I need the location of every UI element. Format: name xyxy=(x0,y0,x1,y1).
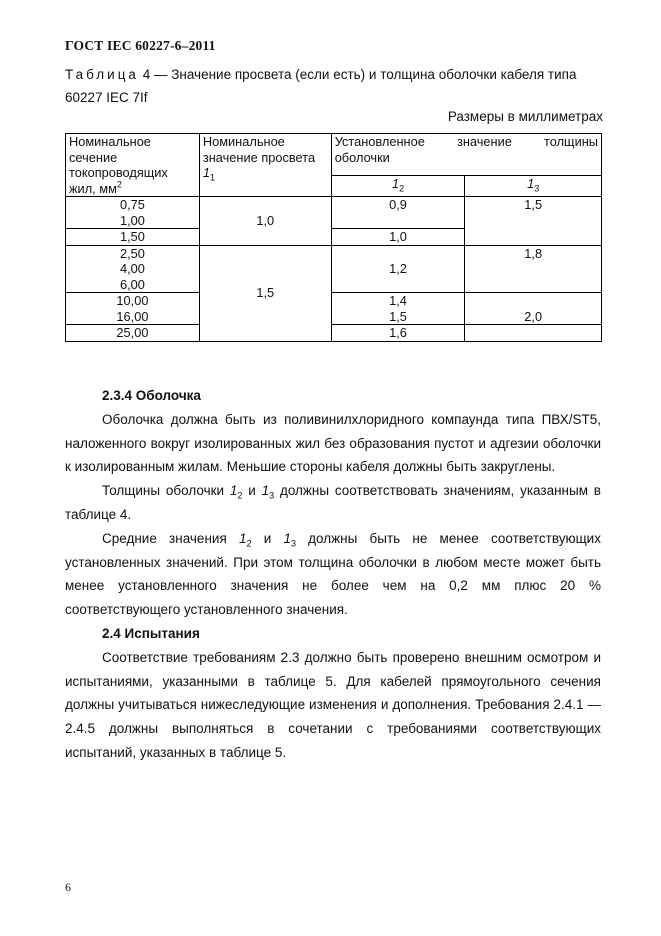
text-run: и xyxy=(263,530,272,546)
table-cell: 1,5 xyxy=(199,245,331,341)
t3-symbol: 1 xyxy=(283,530,291,546)
col-header-cross-section-sup: 2 xyxy=(116,179,122,190)
page-number: 6 xyxy=(65,880,71,894)
table-caption xyxy=(65,63,605,109)
table-cell: 1,50 xyxy=(66,229,200,246)
table-cell: 1,2 xyxy=(331,245,465,293)
text-run: должны быть не менее соответствующих установленных значений. При этом толщина оболочки в любом месте может быть менее установленного значения не более чем на 0,2 мм плюс 20 % соответствующего установленного значения. xyxy=(65,530,601,618)
table-cell: 1,8 xyxy=(465,245,602,293)
t3-symbol: 1 xyxy=(527,175,535,191)
table-cell xyxy=(66,245,200,293)
text-run: Толщины оболочки xyxy=(102,483,225,499)
table-cell: 2,0 xyxy=(465,293,602,325)
col-header-thickness: Установленное значение толщины оболочки xyxy=(331,134,601,176)
col-header-gap-sub: 1 xyxy=(210,172,216,183)
cell-value: 4,00 xyxy=(119,261,145,276)
table-cell xyxy=(66,197,200,229)
paragraph xyxy=(65,527,601,622)
t2-sub: 2 xyxy=(237,490,243,501)
t3-sub: 3 xyxy=(290,538,296,549)
table-caption-text: 4 — Значение просвета (если есть) и толщина оболочки кабеля типа 60227 IEC 7If xyxy=(65,67,577,105)
units-note: Размеры в миллиметрах xyxy=(447,109,603,124)
t2-symbol: 1 xyxy=(391,175,400,191)
col-header-gap-symbol: 1 xyxy=(202,165,210,180)
table-caption-word: Таблица xyxy=(65,67,139,82)
section-sheath xyxy=(65,384,601,765)
t3-sub: 3 xyxy=(534,183,540,194)
thickness-table xyxy=(65,133,602,342)
section-heading: 2.3.4 Оболочка xyxy=(102,388,201,403)
text-run: должны соответствовать значениям, указанным в таблице 4. xyxy=(65,483,601,522)
table-cell xyxy=(465,325,602,342)
table-cell xyxy=(331,293,465,325)
col-header-cross-section-label: Номинальное сечение токопроводящих жил, мм xyxy=(69,134,168,196)
t2-sub: 2 xyxy=(399,183,405,194)
cell-value: 10,00 xyxy=(116,293,149,308)
t3-sub: 3 xyxy=(269,490,275,501)
col-header-thickness-t2 xyxy=(331,175,465,196)
text-run: Средние значения xyxy=(102,530,227,546)
table-cell: 1,0 xyxy=(199,197,331,246)
paragraph: Соответствие требованиям 2.3 должно быть проверено внешним осмотром и испытаниями, указанными в таблице 5. Для кабелей прямоугольного сечения должны учитываться нижеследующие изменения и дополнения. Требования 2.4.1 — 2.4.5 должны выполняться в сочетании с требованиями соответствующих испытаний, указанных в таблице 5. xyxy=(65,649,601,760)
text-run: и xyxy=(248,483,256,499)
table-cell: 25,00 xyxy=(66,325,200,342)
paragraph xyxy=(65,479,601,527)
table-cell: 1,6 xyxy=(331,325,465,342)
t2-symbol: 1 xyxy=(229,483,238,499)
paragraph: Оболочка должна быть из поливинилхлоридного компаунда типа ПВХ/ST5, наложенного вокруг изолированных жил без образования пустот и адгезии оболочки к изолированным жилам. Меньшие стороны кабеля должны быть закруглены. xyxy=(65,411,601,475)
col-header-thickness-t3 xyxy=(465,175,602,196)
t2-sub: 2 xyxy=(246,538,252,549)
cell-value: 1,4 xyxy=(389,293,407,308)
cell-value: 2,50 xyxy=(119,245,145,261)
col-header-cross-section xyxy=(66,134,200,197)
t2-symbol: 1 xyxy=(238,530,247,546)
cell-value: 1,00 xyxy=(119,212,145,228)
col-header-gap xyxy=(199,134,331,197)
document-header: ГОСТ IEC 60227-6–2011 xyxy=(65,38,216,53)
table-cell: 1,5 xyxy=(465,197,602,246)
cell-value: 1,5 xyxy=(389,308,407,324)
table-cell xyxy=(66,293,200,325)
cell-value: 16,00 xyxy=(116,308,149,324)
cell-value: 6,00 xyxy=(119,276,145,292)
t3-symbol: 1 xyxy=(261,483,270,499)
table-cell: 1,0 xyxy=(331,229,465,246)
table-cell: 0,9 xyxy=(331,197,465,229)
col-header-gap-label: Номинальное значение просвета xyxy=(202,134,316,165)
section-heading: 2.4 Испытания xyxy=(102,625,200,641)
cell-value: 0,75 xyxy=(119,197,145,212)
